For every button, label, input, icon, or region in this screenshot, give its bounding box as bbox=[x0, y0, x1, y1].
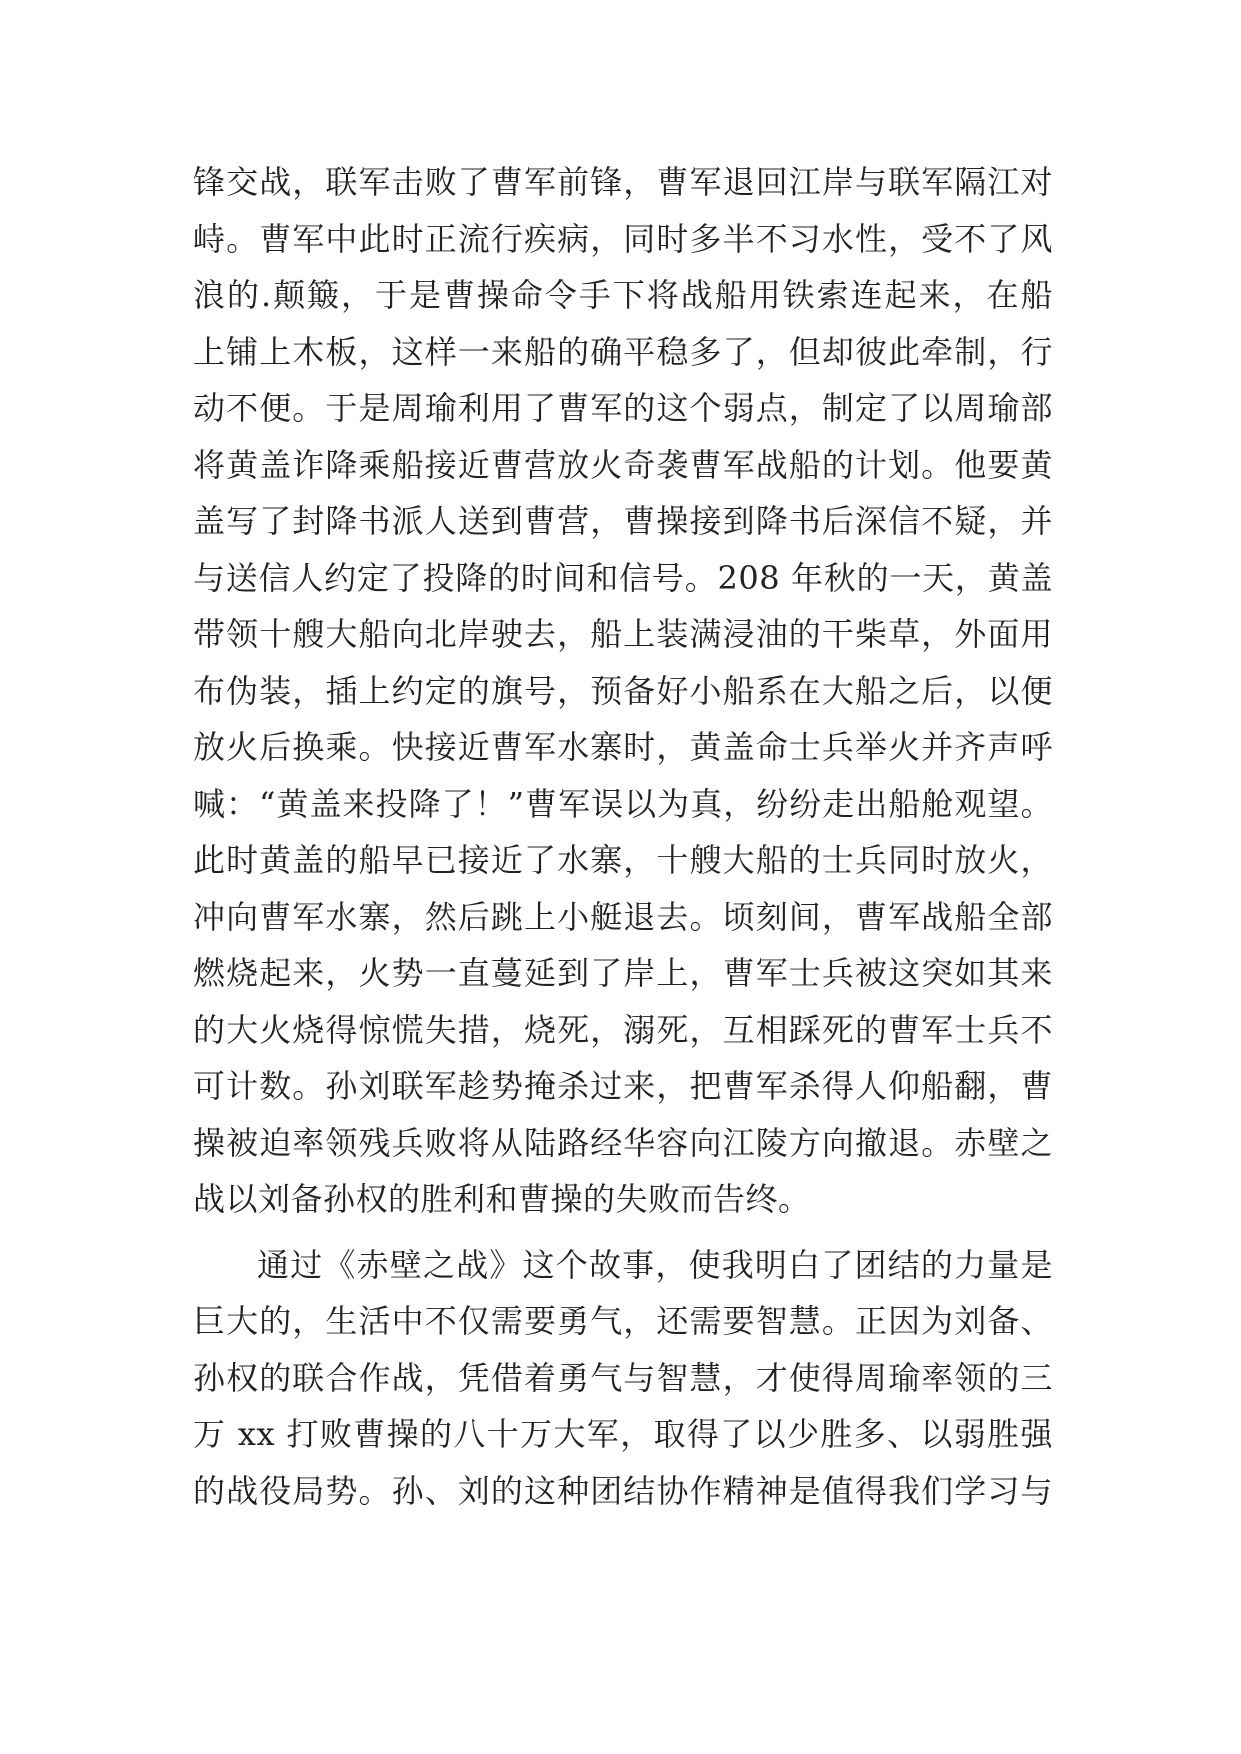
text-line: 与送信人约定了投降的时间和信号。208 年秋的一天，黄盖 bbox=[193, 558, 1053, 597]
text-line: 孙权的联合作战，凭借着勇气与智慧，才使得周瑜率领的三 bbox=[193, 1358, 1053, 1397]
text-line: 锋交战，联军击败了曹军前锋，曹军退回江岸与联军隔江对 bbox=[193, 163, 1053, 201]
text-line: 巨大的，生活中不仅需要勇气，还需要智慧。正因为刘备、 bbox=[193, 1302, 1053, 1340]
text-line: 战以刘备孙权的胜利和曹操的失败而告终。 bbox=[193, 1180, 811, 1218]
text-line: 可计数。孙刘联军趁势掩杀过来，把曹军杀得人仰船翻，曹 bbox=[193, 1067, 1053, 1105]
body-text bbox=[193, 154, 1053, 1519]
text-line: 喊：“黄盖来投降了！”曹军误以为真，纷纷走出船舱观望。 bbox=[193, 784, 1053, 823]
text-line: 冲向曹军水寨，然后跳上小艇退去。顷刻间，曹军战船全部 bbox=[193, 897, 1053, 936]
text-line: 浪的.颠簸，于是曹操命令手下将战船用铁索连起来，在船 bbox=[193, 276, 1053, 314]
text-line: 万 xx 打败曹操的八十万大军，取得了以少胜多、以弱胜强 bbox=[193, 1415, 1053, 1453]
text-line: 的战役局势。孙、刘的这种团结协作精神是值得我们学习与 bbox=[193, 1471, 1053, 1510]
text-line: 放火后换乘。快接近曹军水寨时，黄盖命士兵举火并齐声呼 bbox=[193, 728, 1053, 766]
text-line: 的大火烧得惊慌失措，烧死，溺死，互相踩死的曹军士兵不 bbox=[193, 1010, 1053, 1049]
text-line: 燃烧起来，火势一直蔓延到了岸上，曹军士兵被这突如其来 bbox=[193, 954, 1053, 992]
text-line: 上铺上木板，这样一来船的确平稳多了，但却彼此牵制，行 bbox=[193, 332, 1053, 371]
text-line: 将黄盖诈降乘船接近曹营放火奇袭曹军战船的计划。他要黄 bbox=[193, 445, 1053, 484]
text-line: 布伪装，插上约定的旗号，预备好小船系在大船之后，以便 bbox=[193, 671, 1053, 710]
text-line: 峙。曹军中此时正流行疾病，同时多半不习水性，受不了风 bbox=[193, 219, 1053, 258]
paragraph-2 bbox=[193, 1237, 1053, 1520]
paragraph-gap bbox=[193, 1228, 1053, 1237]
text-line: 此时黄盖的船早已接近了水寨，十艘大船的士兵同时放火， bbox=[193, 841, 1053, 879]
text-line: 通过《赤壁之战》这个故事，使我明白了团结的力量是 bbox=[257, 1245, 1053, 1284]
text-line: 动不便。于是周瑜利用了曹军的这个弱点，制定了以周瑜部 bbox=[193, 389, 1053, 427]
text-line: 带领十艘大船向北岸驶去，船上装满浸油的干柴草，外面用 bbox=[193, 615, 1053, 653]
paragraph-1 bbox=[193, 154, 1053, 1228]
text-line: 盖写了封降书派人送到曹营，曹操接到降书后深信不疑，并 bbox=[193, 502, 1053, 540]
text-line: 操被迫率领残兵败将从陆路经华容向江陵方向撤退。赤壁之 bbox=[193, 1123, 1053, 1162]
